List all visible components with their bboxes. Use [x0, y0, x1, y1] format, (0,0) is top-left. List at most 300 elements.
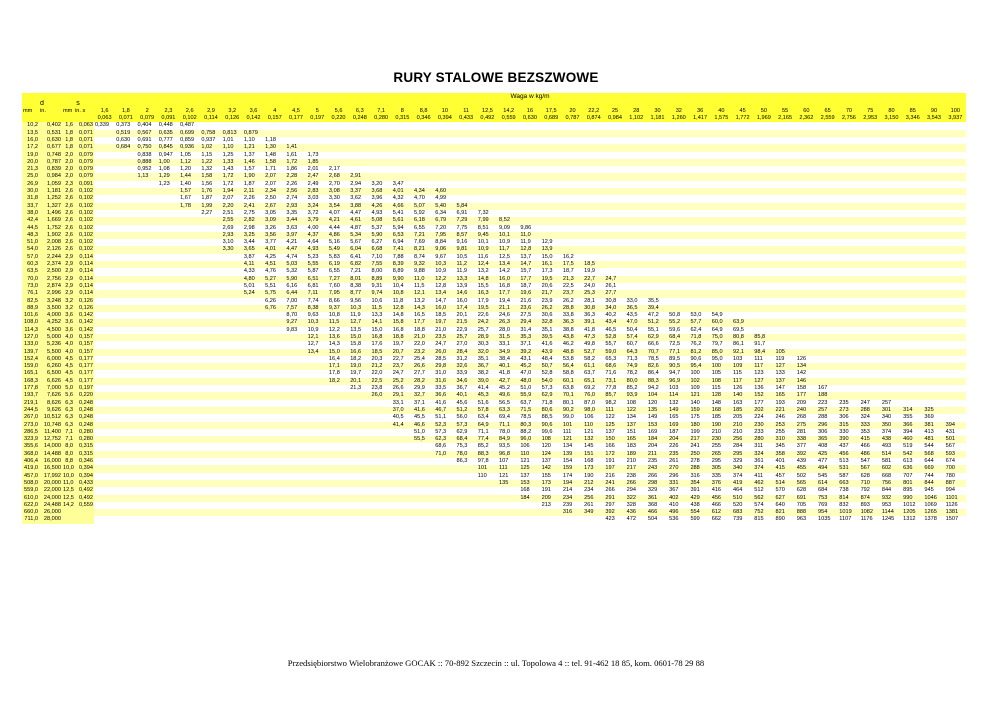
empty-cell	[413, 137, 434, 144]
empty-cell	[647, 254, 668, 261]
table-row	[22, 502, 966, 509]
weight-cell: 6,41	[350, 253, 362, 260]
empty-cell	[370, 166, 391, 173]
outer-diameter-mm: 355,6	[24, 443, 38, 450]
weight-cell: 669	[923, 465, 944, 472]
min-wall-in: 0,102	[74, 188, 94, 195]
weight-cell: 17,6	[371, 341, 383, 348]
min-wall-in: 0,114	[74, 290, 94, 297]
weight-cell: 280	[753, 436, 774, 443]
empty-cell	[137, 422, 158, 429]
weight-cell: 1,78	[179, 203, 200, 210]
min-wall-mm: 1,8	[62, 137, 74, 144]
empty-cell	[349, 458, 370, 465]
table-row	[22, 144, 966, 151]
empty-cell	[583, 225, 604, 232]
outer-diameter-in: 6,626	[39, 378, 62, 385]
weight-cell: 3,47	[392, 180, 404, 187]
weight-cell: 14,8	[477, 276, 498, 283]
empty-cell	[200, 509, 221, 516]
thickness-in: 0,874	[583, 115, 604, 122]
weight-cell: 295	[732, 451, 753, 458]
empty-cell	[137, 465, 158, 472]
weight-cell: 15,7	[520, 268, 532, 275]
empty-cell	[838, 312, 859, 319]
empty-cell	[158, 217, 179, 224]
weight-cell: 121	[689, 392, 710, 399]
weight-cell: 5,24	[243, 290, 264, 297]
outer-diameter-in: 6,000	[39, 356, 62, 363]
empty-cell	[945, 276, 966, 283]
empty-cell	[328, 465, 349, 472]
empty-cell	[732, 268, 753, 275]
weight-cell: 3,54	[328, 203, 349, 210]
weight-cell: 2,74	[286, 195, 298, 202]
empty-cell	[923, 290, 944, 297]
empty-cell	[647, 159, 668, 166]
min-wall-mm: 2,3	[62, 181, 74, 188]
empty-cell	[222, 305, 243, 312]
weight-cell: 7,11	[307, 290, 328, 297]
min-wall-in: 0,102	[74, 210, 94, 217]
empty-cell	[838, 239, 859, 246]
empty-cell	[647, 217, 668, 224]
weight-cell: 0,838	[137, 151, 152, 158]
table-row	[22, 173, 966, 180]
empty-cell	[179, 305, 200, 312]
empty-cell	[689, 195, 710, 202]
empty-cell	[498, 181, 519, 188]
empty-cell	[838, 385, 859, 392]
weight-cell: 329	[647, 487, 658, 494]
empty-cell	[796, 137, 817, 144]
empty-cell	[838, 137, 859, 144]
weight-cell: 361	[647, 495, 668, 502]
empty-cell	[264, 363, 285, 370]
outer-diameter-in: 10,512	[39, 414, 62, 421]
weight-cell: 15,0	[328, 349, 349, 356]
weight-cell: 520	[732, 501, 743, 508]
empty-cell	[541, 195, 562, 202]
weight-cell: 71,8	[541, 399, 553, 406]
weight-cell: 21,7	[541, 290, 562, 297]
empty-cell	[902, 195, 923, 202]
weight-cell: 486	[860, 451, 881, 458]
empty-cell	[775, 312, 796, 319]
empty-cell	[711, 195, 732, 202]
empty-cell	[583, 195, 604, 202]
empty-cell	[456, 188, 477, 195]
weight-cell: 52,8	[604, 334, 625, 341]
empty-cell	[456, 480, 477, 487]
empty-cell	[137, 480, 158, 487]
empty-cell	[604, 203, 625, 210]
empty-cell	[222, 319, 243, 326]
weight-cell: 361	[754, 458, 764, 465]
weight-cell: 531	[838, 465, 859, 472]
weight-cell: 349	[583, 509, 604, 516]
min-wall-in: 0,114	[74, 268, 94, 275]
weight-cell: 86,3	[456, 458, 468, 465]
empty-cell	[413, 122, 434, 129]
weight-cell: 6,68	[370, 246, 391, 253]
empty-cell	[477, 152, 498, 159]
weight-cell: 29,1	[392, 392, 413, 399]
empty-cell	[562, 188, 583, 195]
weight-cell: 18,5	[370, 349, 391, 356]
empty-cell	[285, 137, 306, 144]
weight-cell: 455	[796, 465, 817, 472]
weight-cell: 23,7	[562, 290, 583, 297]
weight-cell: 368	[647, 501, 658, 508]
weight-cell: 9,90	[392, 276, 413, 283]
weight-cell: 168	[711, 407, 732, 414]
empty-cell	[860, 122, 881, 129]
empty-cell	[115, 458, 136, 465]
weight-cell: 358	[775, 451, 796, 458]
empty-cell	[264, 502, 285, 509]
empty-cell	[583, 166, 604, 173]
empty-cell	[94, 319, 115, 326]
empty-cell	[689, 225, 710, 232]
weight-cell: 23,5	[434, 334, 455, 341]
empty-cell	[732, 298, 753, 305]
header-row-waga	[22, 93, 966, 100]
empty-cell	[158, 298, 179, 305]
empty-cell	[860, 268, 881, 275]
weight-cell: 32,0	[477, 349, 498, 356]
table-row	[22, 422, 966, 429]
empty-cell	[711, 261, 732, 268]
empty-cell	[285, 495, 306, 502]
weight-cell: 73,1	[604, 378, 625, 385]
weight-cell: 51,0	[520, 385, 532, 392]
empty-cell	[200, 254, 221, 261]
weight-cell: 0,567	[137, 130, 158, 137]
empty-cell	[158, 188, 179, 195]
empty-cell	[626, 217, 647, 224]
weight-cell: 175	[690, 414, 700, 421]
weight-cell: 4,66	[392, 203, 413, 210]
empty-cell	[94, 159, 115, 166]
empty-cell	[945, 385, 966, 392]
weight-cell: 31,0	[435, 370, 447, 377]
empty-cell	[200, 319, 221, 326]
empty-cell	[115, 400, 136, 407]
weight-cell: 166	[605, 443, 615, 450]
weight-cell: 9,32	[413, 261, 434, 268]
empty-cell	[222, 283, 243, 290]
weight-cell: 2,07	[222, 195, 234, 202]
weight-cell: 502	[796, 472, 807, 479]
empty-cell	[817, 122, 838, 129]
thickness-mm: 22,2	[583, 108, 604, 115]
empty-cell	[775, 276, 796, 283]
weight-cell: 5,75	[264, 290, 285, 297]
empty-cell	[243, 122, 264, 129]
weight-cell: 4,47	[350, 209, 362, 216]
empty-cell	[137, 232, 158, 239]
empty-cell	[668, 276, 689, 283]
outer-diameter-in: 7,000	[39, 385, 62, 392]
empty-cell	[838, 166, 859, 173]
weight-cell: 172	[604, 451, 625, 458]
weight-cell: 3,08	[328, 188, 349, 195]
weight-cell: 268	[796, 414, 807, 421]
empty-cell	[817, 173, 838, 180]
thickness-in: 0,102	[179, 115, 200, 122]
weight-cell: 423	[605, 516, 615, 523]
weight-cell: 567	[860, 465, 881, 472]
empty-cell	[817, 327, 838, 334]
weight-cell: 71,8	[689, 334, 710, 341]
weight-cell: 63,3	[498, 407, 519, 414]
empty-cell	[179, 509, 200, 516]
empty-cell	[881, 122, 902, 129]
table-row	[22, 516, 966, 523]
thickness-in: 2,756	[838, 115, 859, 122]
empty-cell	[562, 166, 583, 173]
weight-cell: 78,0	[499, 428, 510, 435]
empty-cell	[307, 363, 328, 370]
empty-cell	[519, 509, 540, 516]
min-wall-mm: 2,0	[62, 173, 74, 180]
weight-cell: 4,74	[286, 253, 298, 260]
empty-cell	[370, 458, 391, 465]
weight-cell: 76,2	[690, 341, 702, 348]
weight-cell: 16,2	[562, 253, 574, 260]
empty-cell	[945, 261, 966, 268]
thickness-mm: 40	[711, 108, 732, 115]
weight-cell: 26,3	[498, 319, 519, 326]
empty-cell	[753, 181, 774, 188]
thickness-in: 0,559	[498, 115, 519, 122]
outer-diameter-mm: 165,1	[24, 370, 38, 377]
empty-cell	[285, 334, 306, 341]
weight-cell: 844	[923, 480, 944, 487]
min-wall-in: 0,177	[74, 363, 94, 370]
empty-cell	[881, 195, 902, 202]
empty-cell	[626, 130, 647, 137]
thickness-in: 0,248	[349, 115, 370, 122]
empty-cell	[753, 210, 774, 217]
empty-cell	[285, 516, 306, 523]
weight-cell: 1,43	[222, 166, 234, 173]
weight-cell: 75,3	[456, 443, 468, 450]
empty-cell	[689, 181, 710, 188]
weight-cell: 365	[817, 436, 838, 443]
empty-cell	[604, 166, 625, 173]
weight-cell: 990	[902, 495, 923, 502]
empty-cell	[902, 254, 923, 261]
empty-cell	[711, 276, 732, 283]
outer-diameter-in: 7,626	[39, 392, 62, 399]
empty-cell	[456, 173, 477, 180]
empty-cell	[945, 290, 966, 297]
empty-cell	[349, 480, 370, 487]
empty-cell	[796, 276, 817, 283]
empty-cell	[945, 130, 966, 137]
empty-cell	[860, 225, 881, 232]
weight-cell: 108	[541, 436, 562, 443]
empty-cell	[945, 298, 966, 305]
empty-cell	[881, 261, 902, 268]
weight-cell: 88,2	[520, 428, 532, 435]
empty-cell	[945, 312, 966, 319]
weight-cell: 0,635	[158, 130, 179, 137]
weight-cell: 45,6	[456, 399, 468, 406]
empty-cell	[775, 130, 796, 137]
empty-cell	[137, 443, 158, 450]
min-wall-in: 0,071	[74, 130, 94, 137]
empty-cell	[115, 407, 136, 414]
weight-cell: 22,7	[392, 355, 404, 362]
weight-cell: 4,32	[392, 195, 404, 202]
thickness-in: 1,575	[711, 115, 732, 122]
weight-cell: 22,5	[370, 378, 391, 385]
weight-cell: 57,4	[626, 334, 647, 341]
weight-cell: 374	[753, 465, 774, 472]
weight-cell: 2,75	[243, 209, 255, 216]
weight-cell: 8,38	[307, 305, 328, 312]
weight-cell: 705	[796, 501, 807, 508]
weight-cell: 85,8	[753, 334, 774, 341]
empty-cell	[796, 195, 817, 202]
weight-cell: 159	[562, 465, 583, 472]
min-wall-in: 0,142	[74, 319, 94, 326]
empty-cell	[902, 283, 923, 290]
empty-cell	[838, 225, 859, 232]
empty-cell	[689, 232, 710, 239]
empty-cell	[838, 305, 859, 312]
weight-cell: 306	[839, 414, 849, 421]
empty-cell	[434, 473, 455, 480]
empty-cell	[923, 305, 944, 312]
empty-cell	[860, 246, 881, 253]
weight-cell: 1,76	[200, 188, 221, 195]
empty-cell	[796, 341, 817, 348]
table-row	[22, 312, 966, 319]
empty-cell	[945, 137, 966, 144]
empty-cell	[775, 195, 796, 202]
outer-diameter-in: 8,626	[39, 400, 62, 407]
weight-cell: 165	[775, 392, 796, 399]
empty-cell	[753, 319, 774, 326]
empty-cell	[498, 210, 519, 217]
weight-cell: 52,7	[583, 349, 604, 356]
weight-cell: 39,0	[477, 378, 498, 385]
weight-cell: 1,87	[243, 180, 255, 187]
empty-cell	[817, 268, 838, 275]
weight-cell: 2,34	[264, 188, 285, 195]
weight-cell: 481	[923, 436, 944, 443]
outer-diameter-in: 1,327	[39, 203, 62, 210]
table-row	[22, 327, 966, 334]
empty-cell	[583, 130, 604, 137]
empty-cell	[434, 509, 455, 516]
empty-cell	[137, 414, 158, 421]
weight-cell: 233	[754, 428, 764, 435]
empty-cell	[647, 181, 668, 188]
empty-cell	[307, 516, 328, 523]
empty-cell	[881, 312, 902, 319]
empty-cell	[753, 152, 774, 159]
empty-cell	[115, 341, 136, 348]
weight-cell: 234	[584, 487, 594, 494]
empty-cell	[838, 152, 859, 159]
empty-cell	[945, 378, 966, 385]
outer-diameter-mm: 33,7	[22, 203, 39, 210]
empty-cell	[264, 130, 285, 137]
empty-cell	[264, 370, 285, 377]
thickness-mm: 55	[775, 108, 796, 115]
weight-cell: 376	[711, 480, 732, 487]
empty-cell	[753, 203, 774, 210]
empty-cell	[775, 305, 796, 312]
weight-cell: 2,93	[222, 232, 243, 239]
empty-cell	[413, 480, 434, 487]
weight-cell: 636	[902, 465, 923, 472]
min-wall-in: 0,102	[74, 225, 94, 232]
thickness-in: 0,280	[370, 115, 391, 122]
outer-diameter-mm: 114,3	[22, 327, 39, 334]
empty-cell	[328, 502, 349, 509]
weight-cell: 32,7	[413, 392, 434, 399]
empty-cell	[881, 305, 902, 312]
empty-cell	[860, 283, 881, 290]
empty-cell	[860, 327, 881, 334]
weight-cell: 466	[647, 509, 668, 516]
weight-cell: 330	[839, 428, 849, 435]
weight-cell: 152	[753, 392, 774, 399]
weight-cell: 7,99	[477, 217, 498, 224]
empty-cell	[626, 166, 647, 173]
weight-cell: 1,10	[222, 144, 243, 151]
empty-cell	[370, 122, 391, 129]
empty-cell	[796, 144, 817, 151]
weight-cell: 6,18	[413, 217, 434, 224]
empty-cell	[328, 422, 349, 429]
empty-cell	[860, 349, 881, 356]
weight-cell: 159	[689, 407, 710, 414]
weight-cell: 124	[541, 451, 562, 458]
thickness-in: 0,394	[434, 115, 455, 122]
empty-cell	[689, 268, 710, 275]
empty-cell	[881, 159, 902, 166]
weight-cell: 11,5	[328, 319, 349, 326]
empty-cell	[94, 195, 115, 202]
outer-diameter-in: 1,752	[39, 225, 62, 232]
weight-cell: 4,93	[307, 246, 328, 253]
weight-cell: 54,0	[541, 378, 562, 385]
empty-cell	[838, 254, 859, 261]
weight-cell: 45,5	[413, 414, 425, 421]
empty-cell	[285, 370, 306, 377]
empty-cell	[838, 195, 859, 202]
empty-cell	[583, 188, 604, 195]
weight-cell: 12,4	[477, 261, 498, 268]
empty-cell	[370, 422, 391, 429]
weight-cell: 5,49	[328, 246, 349, 253]
empty-cell	[902, 334, 923, 341]
weight-cell: 92,1	[732, 349, 753, 356]
table-row	[22, 203, 966, 210]
empty-cell	[711, 173, 732, 180]
weight-cell: 3,09	[264, 217, 285, 224]
empty-cell	[158, 370, 179, 377]
weight-cell: 184	[519, 495, 540, 502]
weight-cell: 7,95	[328, 290, 349, 297]
